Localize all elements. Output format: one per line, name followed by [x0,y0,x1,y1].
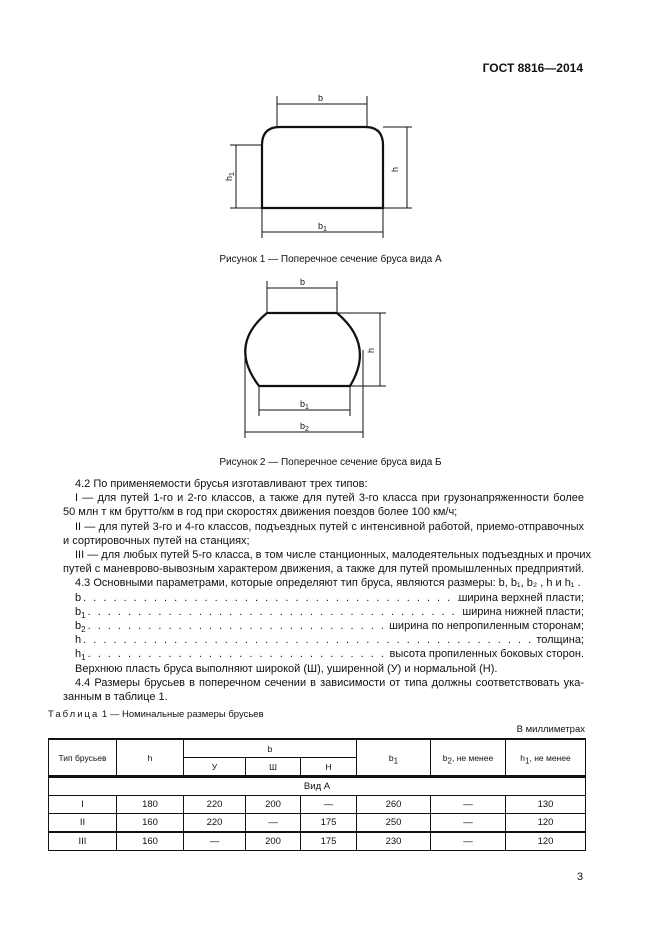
fig1-label-h: h [390,166,400,172]
table-cell: 180 [117,796,184,814]
definition-item [75,592,584,605]
table-cell: 260 [357,796,431,814]
leader-dots [86,648,390,661]
table-cell: — [431,814,506,833]
leader-dots [86,620,390,633]
definition-desc: ширина верхней пласти; [458,592,584,604]
col-b-n: Н [301,758,357,777]
type-ii-line1: II — для путей 3-го и 4-го классов, подъездных путей с интенсивной работой, приемо-отправочных [75,521,584,533]
fig2-label-b2: $b_2$ [300,421,309,433]
table-cell: 160 [117,814,184,833]
figure-1-caption: Рисунок 1 — Поперечное сечение бруса вида А [219,254,442,265]
definition-desc: ширина нижней пласти; [462,606,584,618]
definition-desc: ширина по непропиленным сторонам; [389,620,584,632]
paragraph-4-2: 4.2 По применяемости брусья изготавливают трех типов: [75,478,368,490]
table-cell: 120 [506,814,586,833]
table-cell: — [301,796,357,814]
table-cell: II [49,814,117,833]
standard-header: ГОСТ 8816—2014 [482,61,583,75]
definition-symbol: $h_1$ [75,648,86,663]
definition-desc: высота пропиленных боковых сторон. [389,648,584,660]
definition-item [75,606,584,619]
figure-2-drawing [0,270,661,450]
table-cell: 220 [184,796,246,814]
paragraph-4-4-line2: занным в таблице 1. [63,691,168,703]
figure-1-drawing [0,0,661,250]
table-cell: — [184,832,246,851]
table-cell: 120 [506,832,586,851]
definition-item [75,648,584,661]
col-b: b [184,739,357,758]
definition-symbol: $b_1$ [75,606,86,621]
definition-item [75,634,584,647]
fig2-label-b1: $b_1$ [300,399,309,411]
table-cell: 200 [246,796,301,814]
table-cell: 130 [506,796,586,814]
paragraph-4-3: 4.3 Основными параметрами, которые определяют тип бруса, являются размеры: b, b₁, b₂ , h и h₁ . [75,577,581,589]
leader-dots [81,634,536,647]
type-iii-line1: III — для любых путей 5-го класса, в том числе станционных, малодеятельных подъездных и прочих [75,549,592,561]
table-cell: — [246,814,301,833]
page-number: 3 [577,871,584,883]
fig1-label-b1: $b_1$ [318,221,327,233]
table-cell: 175 [301,832,357,851]
col-h: h [117,739,184,777]
table-cell: 200 [246,832,301,851]
table-cell: 250 [357,814,431,833]
fig2-label-b: b [300,277,306,287]
col-b-sh: Ш [246,758,301,777]
col-b2: $b_2$, не менее [431,739,506,777]
table-cell: 175 [301,814,357,833]
table-caption: Таблица 1 — Номинальные размеры брусьев [48,709,264,720]
col-b1: $b_1$ [357,739,431,777]
paragraph-4-4-line1: 4.4 Размеры брусьев в поперечном сечении в зависимости от типа должны соответствовать ука- [75,677,584,689]
definition-symbol: h [75,634,82,646]
type-i-line2: 50 млн т км брутто/км в год при скоростях движения поездов более 100 км/ч; [63,506,458,518]
table-cell: 230 [357,832,431,851]
section-row: Вид А [49,777,586,796]
definition-symbol: b [75,592,82,604]
table-cell: III [49,832,117,851]
table-row [49,832,586,851]
definition-item [75,620,584,633]
table-row [49,796,586,814]
definition-symbol: $b_2$ [75,620,86,635]
table-cell: — [431,832,506,851]
definition-desc: толщина; [536,634,584,646]
table-row [49,814,586,833]
type-i-line1: I — для путей 1-го и 2-го классов, а также для путей 3-го класса при грузонапряженности более [75,492,584,504]
paragraph-4-3-end: Верхнюю пласть бруса выполняют широкой (Ш), уширенной (У) и нормальной (Н). [75,663,498,675]
figure-2-caption: Рисунок 2 — Поперечное сечение бруса вида Б [219,457,442,468]
type-iii-line2: путей с маневрово-вывозным характером движения, а также для путей промышленных предприятий. [63,563,585,575]
leader-dots [86,606,463,619]
table-units: В миллиметрах [516,724,585,735]
col-type: Тип брусьев [49,739,117,777]
table-cell: 160 [117,832,184,851]
table-cell: I [49,796,117,814]
dimensions-table [48,738,586,851]
col-b-u: У [184,758,246,777]
fig2-label-h: h [366,347,376,353]
table-cell: 220 [184,814,246,833]
type-ii-line2: и сортировочных путей на станциях; [63,535,250,547]
table-cell: — [431,796,506,814]
col-h1: $h_1$, не менее [506,739,586,777]
fig1-label-h1: $h_1$ [224,172,236,181]
leader-dots [81,592,458,605]
fig1-label-b: b [318,93,324,103]
